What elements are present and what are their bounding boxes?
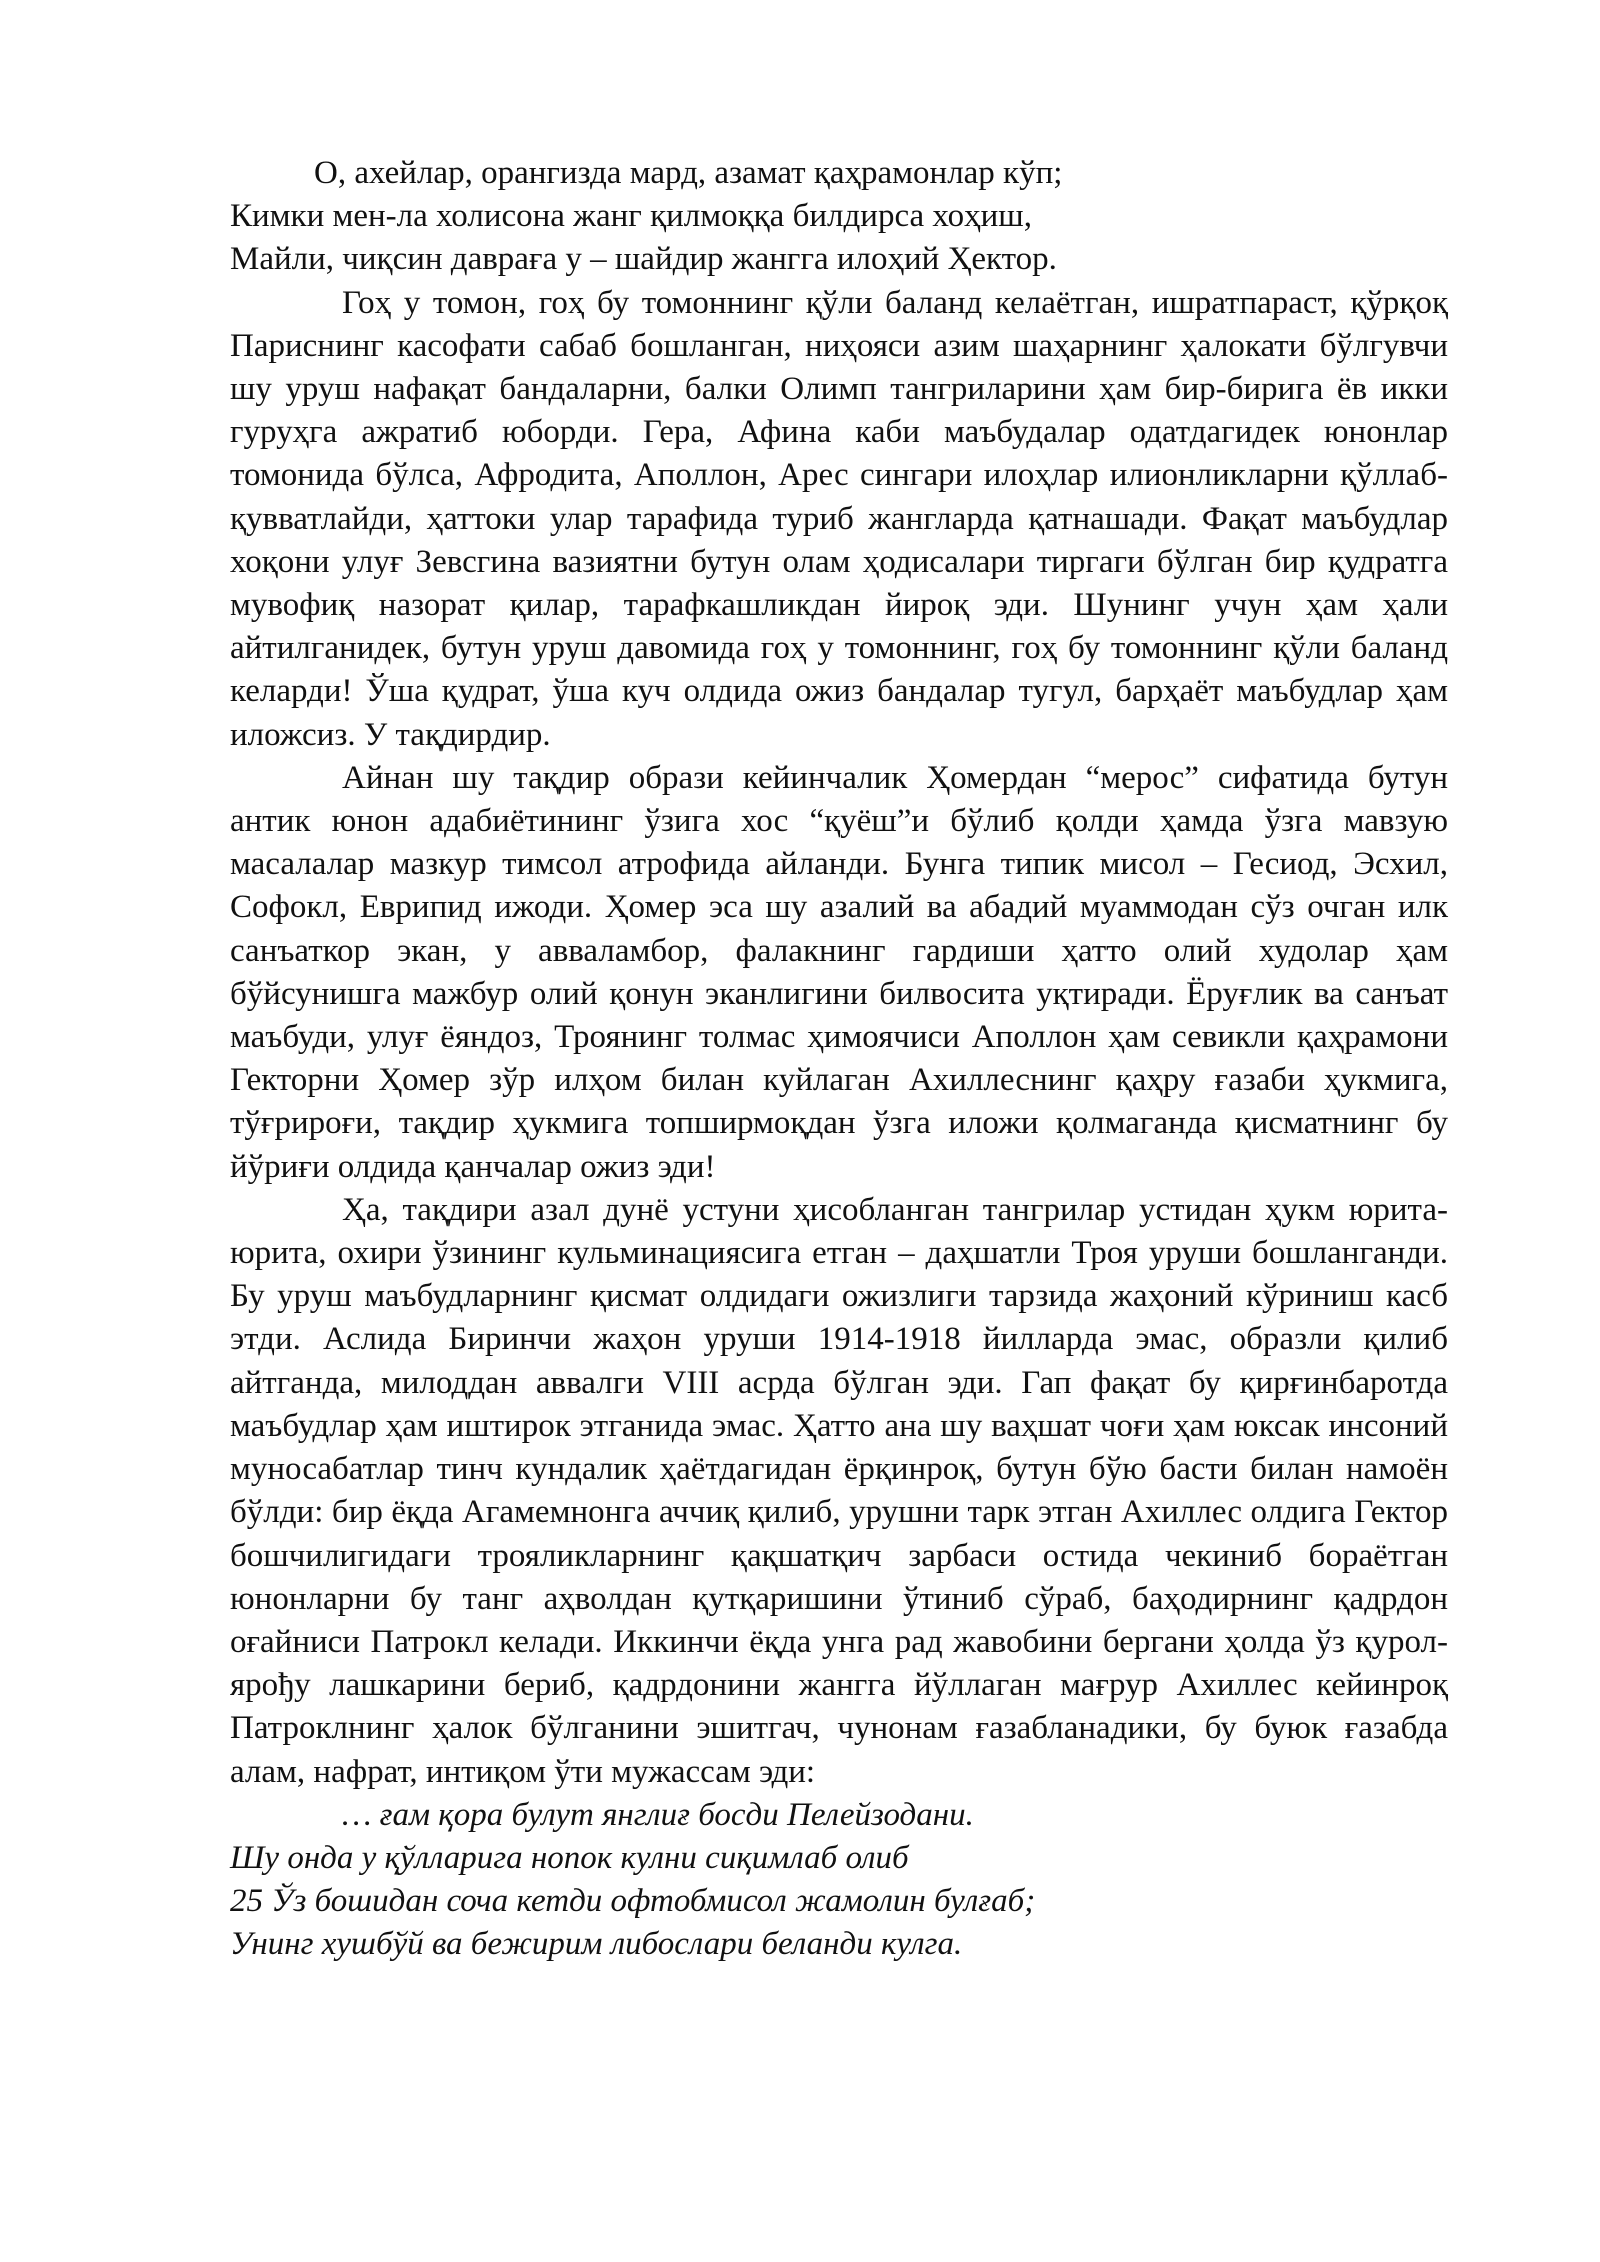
verse-line: … ғам қора булут янглиғ босди Пелейзодани. xyxy=(342,1796,974,1833)
paragraph: Айнан шу тақдир образи кейинчалик Ҳомердан “мерос” сифатида бутун антик юнон адабиётининг ўзига хос “қуёш”и бўлиб қолди ҳамда ўзга мавзую масалалар мазкур тимсол атрофида айланди. Бунга типик мисол – Гесиод, Эсхил, Софокл, Еврипид ижоди. Ҳомер эса шу азалий ва абадий муаммодан сўз очган илк санъаткор экан, у авваламбор, фалакнинг гардиши ҳатто олий худолар ҳам бўйсунишга мажбур олий қонун эканлигини билвосита уқтиради. Ёруғлик ва санъат маъбуди, улуғ ёяндоз, Троянинг толмас ҳимоячиси Аполлон ҳам севикли қаҳрамони Гекторни Ҳомер зўр илҳом билан куйлаган Ахиллеснинг қаҳру ғазаби ҳукмига, тўғрироғи, тақдир ҳукмига топширмоқдан ўзга иложи қолмаганда қисматнинг бу йўриғи олдида қанчалар ожиз эди! xyxy=(230,759,1448,1185)
verse-line: Унинг хушбўй ва бежирим либослари беланди кулга. xyxy=(230,1926,963,1963)
verse-line: Майли, чиқсин давраға у – шайдир жангга илоҳий Ҳектор. xyxy=(230,241,1057,278)
verse-top xyxy=(230,152,1448,282)
verse-line: 25 Ўз бошидан соча кетди офтобмисол жамолин булғаб; xyxy=(230,1883,1036,1920)
paragraph: Ҳа, тақдири азал дунё устуни ҳисобланган тангрилар устидан ҳукм юрита-юрита, охири ўзининг кульминациясига етган – даҳшатли Троя уруши бошланганди. Бу уруш маъбудларнинг қисмат олдидаги ожизлиги тарзида жаҳоний кўриниш касб этди. Аслида Биринчи жаҳон уруши 1914-1918 йилларда эмас, образли қилиб айтганда, милоддан аввалги VIII асрда бўлган эди. Гап фақат бу қирғинбаротда маъбудлар ҳам иштирок этганида эмас. Ҳатто ана шу ваҳшат чоғи ҳам юксак инсоний муносабатлар тинч кундалик ҳаётдагидан ёрқинроқ, бутун бўю басти билан намоён бўлди: бир ёқда Агамемнонга аччиқ қилиб, урушни тарк этган Ахиллес олдига Гектор бошчилигидаги трояликларнинг қақшатқич зарбаси остида чекиниб бораётган юнонларни бу танг аҳволдан қутқаришини ўтиниб сўраб, баҳодирнинг қадрдон оғайниси Патрокл келади. Иккинчи ёқда унга рад жавобини бергани ҳолда ўз қурол-ярођу лашкарини бериб, қадрдонини жангга йўллаган мағрур Ахиллес кейинроқ Патроклнинг ҳалок бўлганини эшитгач, чунонам ғазабланадики, бу буюк ғазабда алам, нафрат, интиқом ўти мужассам эди: xyxy=(230,1191,1448,1790)
verse-bottom xyxy=(230,1794,1448,1967)
document-page xyxy=(230,152,1448,1967)
verse-line: О, ахейлар, орангизда мард, азамат қаҳрамонлар кўп; xyxy=(314,155,1063,191)
paragraph: Гоҳ у томон, гоҳ бу томоннинг қўли баланд келаётган, ишратпараст, қўрқоқ Париснинг касофати сабаб бошланган, ниҳояси азим шаҳарнинг ҳалокати бўлгувчи шу уруш нафақат бандаларни, балки Олимп тангриларини ҳам бир-бирига ёв икки гуруҳга ажратиб юборди. Гера, Афина каби маъбудалар одатдагидек юнонлар томонида бўлса, Афродита, Аполлон, Арес сингари илоҳлар илионликларни қўллаб-қувватлайди, ҳаттоки улар тарафида туриб жангларда қатнашади. Фақат маъбудлар хоқони улуғ Зевсгина вазиятни бутун олам ҳодисалари тиргаги бўлган бир қудратга мувофиқ назорат қилар, тарафкашликдан йироқ эди. Шунинг учун ҳам ҳали айтилганидек, бутун уруш давомида гоҳ у томоннинг, гоҳ бу томоннинг қўли баланд келарди! Ўша қудрат, ўша куч олдида ожиз бандалар тугул, барҳаёт маъбудлар ҳам иложсиз. У тақдирдир. xyxy=(230,284,1448,753)
verse-line: Кимки мен-ла холисона жанг қилмоққа билдирса хоҳиш, xyxy=(230,198,1032,235)
verse-line: Шу онда у қўлларига нопок кулни сиқимлаб олиб xyxy=(230,1839,909,1876)
